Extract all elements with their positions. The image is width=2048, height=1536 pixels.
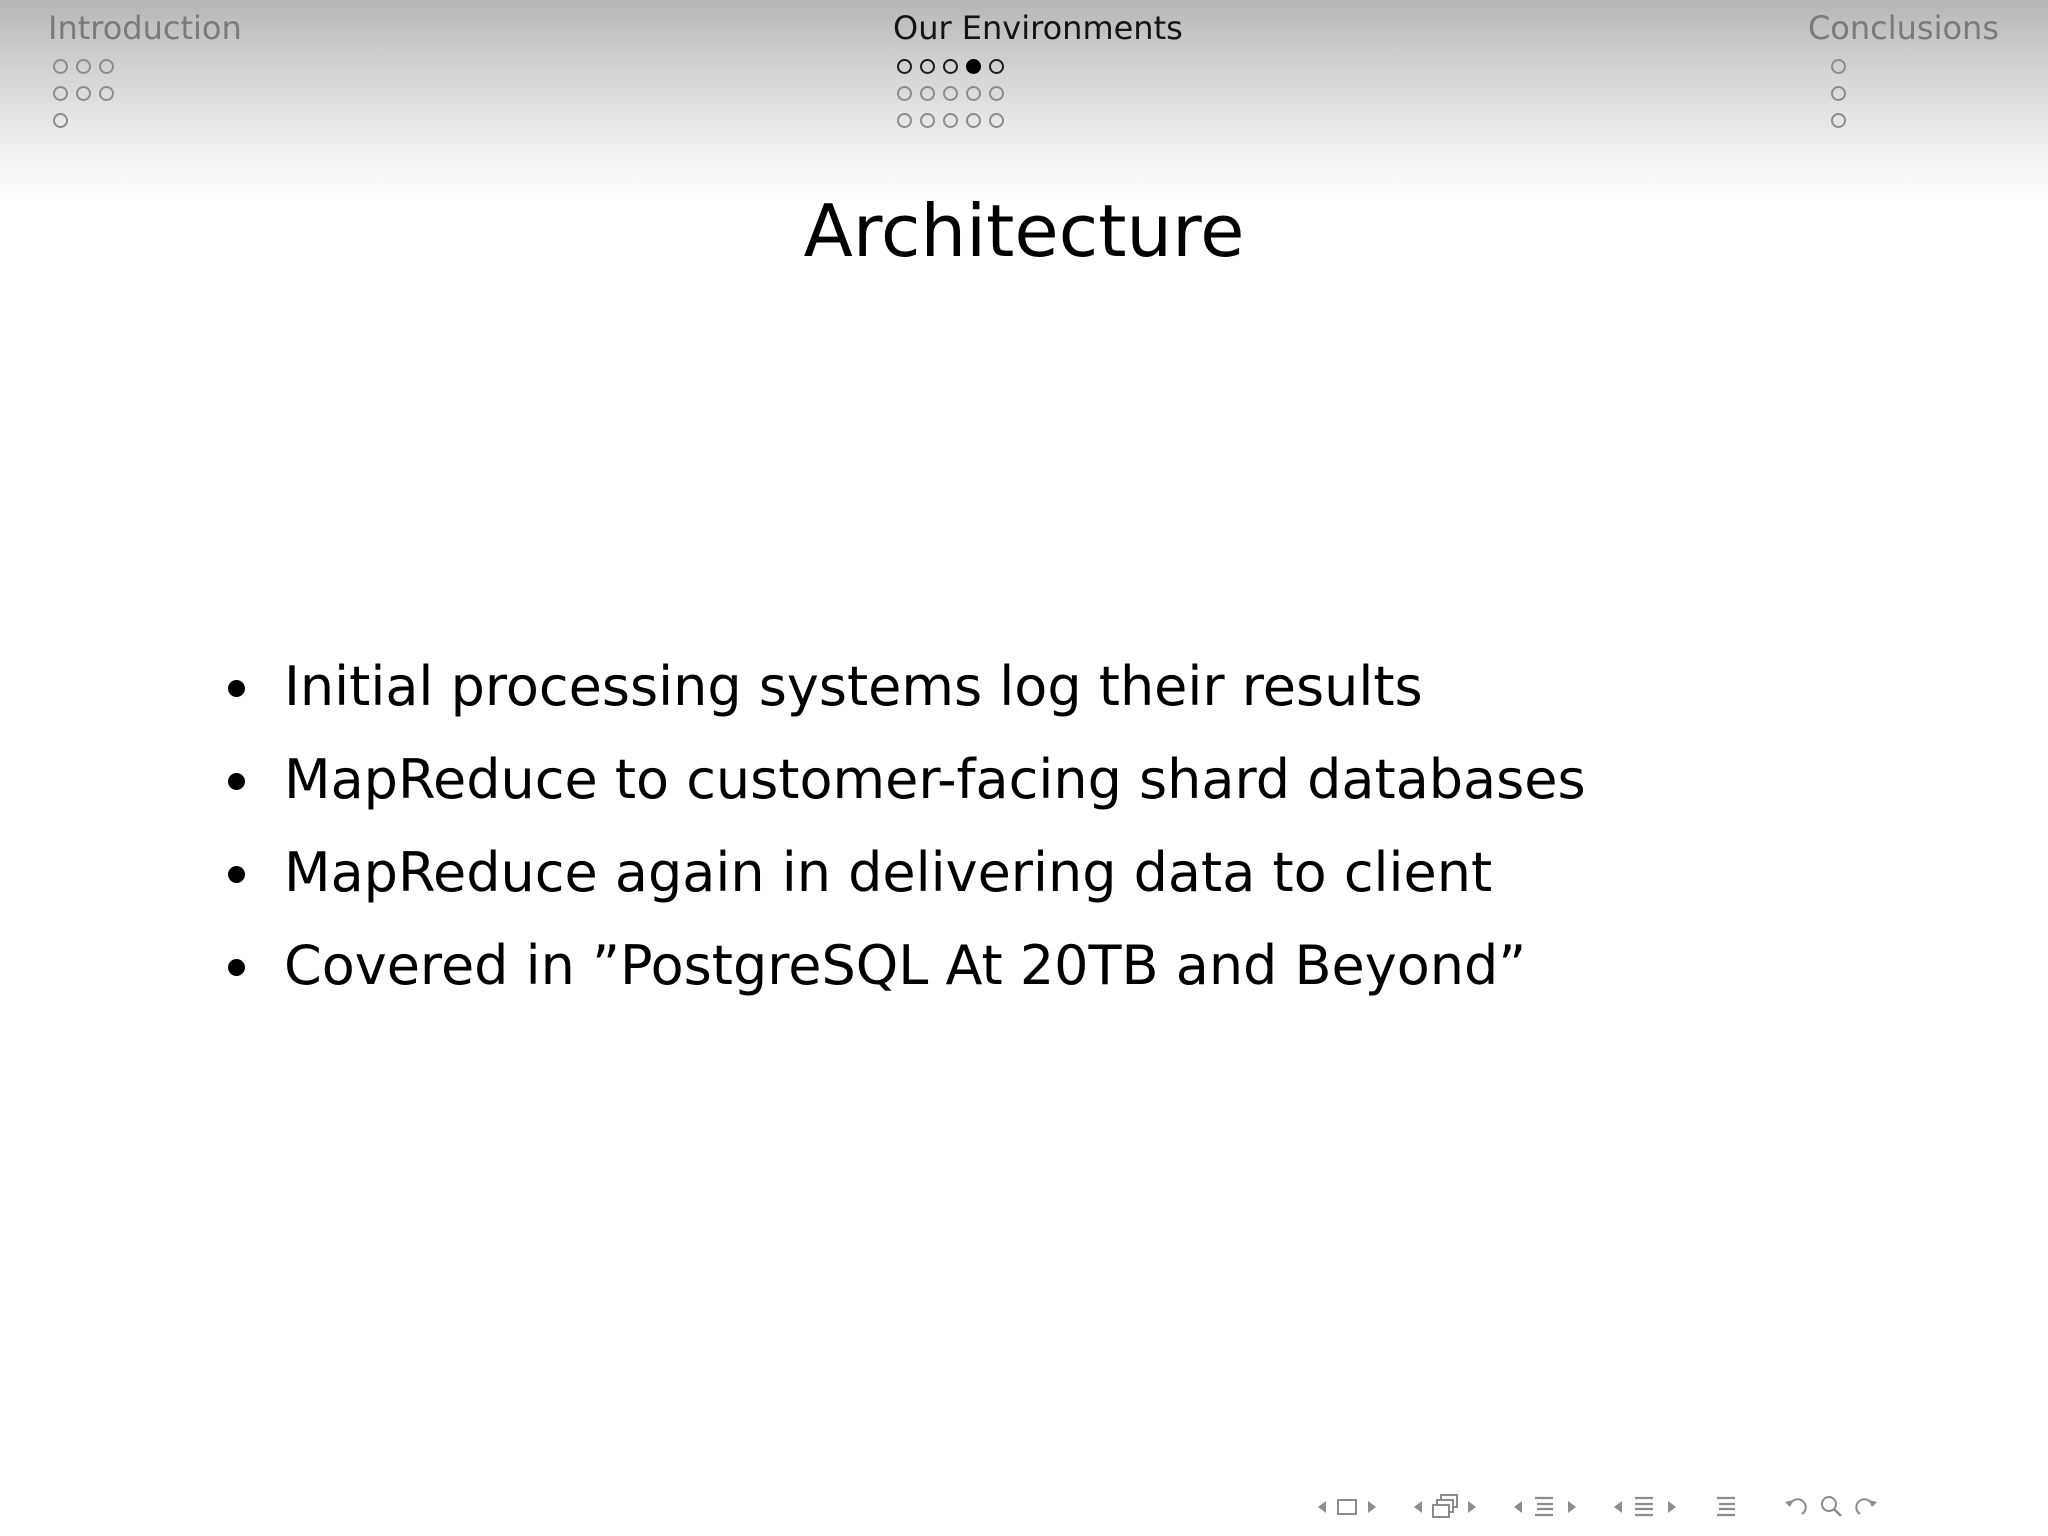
current-frame-dot[interactable] — [966, 59, 981, 74]
section-conclusions-frames-row — [1831, 59, 1854, 79]
previous-section-icon[interactable] — [1610, 1497, 1628, 1517]
previous-frame-icon[interactable] — [1410, 1497, 1428, 1517]
frame-dot[interactable] — [1831, 86, 1846, 101]
frame-dot[interactable] — [920, 59, 935, 74]
section-introduction-frames-row — [53, 59, 122, 79]
bullet-item — [220, 919, 1586, 1012]
slide-nav-icon[interactable] — [1332, 1496, 1362, 1518]
bullet-icon — [228, 959, 245, 976]
document-navigation — [1710, 1492, 1744, 1522]
bullet-item — [220, 733, 1586, 826]
bullet-icon — [228, 773, 245, 790]
section-conclusions[interactable]: Conclusions — [1807, 9, 1999, 47]
frame-dot[interactable] — [920, 86, 935, 101]
bullet-text: MapReduce to customer-facing shard databases — [284, 748, 1586, 811]
next-subsection-icon[interactable] — [1562, 1497, 1580, 1517]
next-slide-icon[interactable] — [1362, 1497, 1380, 1517]
frame-dot[interactable] — [966, 86, 981, 101]
frame-dot[interactable] — [76, 86, 91, 101]
frame-dot[interactable] — [989, 113, 1004, 128]
section-introduction[interactable]: Introduction — [48, 9, 242, 47]
subsection-nav-icon[interactable] — [1528, 1492, 1562, 1522]
section-conclusions-frames-row — [1831, 113, 1854, 133]
previous-subsection-icon[interactable] — [1510, 1497, 1528, 1517]
bullet-text: Covered in ”PostgreSQL At 20TB and Beyond” — [284, 934, 1527, 997]
next-section-icon[interactable] — [1662, 1497, 1680, 1517]
bullet-item — [220, 640, 1586, 733]
next-frame-icon[interactable] — [1462, 1497, 1480, 1517]
frame-dot[interactable] — [99, 59, 114, 74]
frame-dot[interactable] — [989, 59, 1004, 74]
frame-dot[interactable] — [99, 86, 114, 101]
frame-dot[interactable] — [53, 113, 68, 128]
section-our-environments[interactable]: Our Environments — [893, 9, 1183, 47]
section-our-environments-frames-row — [897, 113, 1012, 133]
search-navigation — [1774, 1493, 1888, 1521]
search-icon[interactable] — [1818, 1493, 1844, 1521]
bullet-list — [220, 640, 1586, 1012]
frame-navigation — [1410, 1492, 1480, 1522]
forward-icon[interactable] — [1852, 1493, 1880, 1521]
frame-dot[interactable] — [943, 59, 958, 74]
headline-navigation — [0, 0, 2048, 200]
frame-dot[interactable] — [897, 59, 912, 74]
document-nav-icon[interactable] — [1710, 1492, 1744, 1522]
section-introduction-frames-row — [53, 113, 76, 133]
previous-slide-icon[interactable] — [1314, 1497, 1332, 1517]
frame-dot[interactable] — [76, 59, 91, 74]
slide-title: Architecture — [803, 189, 1245, 273]
bullet-text: MapReduce again in delivering data to client — [284, 841, 1493, 904]
frame-dot[interactable] — [53, 59, 68, 74]
frame-nav-icon[interactable] — [1428, 1492, 1462, 1522]
frame-dot[interactable] — [943, 86, 958, 101]
frame-dot[interactable] — [897, 113, 912, 128]
frame-dot[interactable] — [920, 113, 935, 128]
bullet-item — [220, 826, 1586, 919]
subsection-navigation — [1510, 1492, 1580, 1522]
frame-dot[interactable] — [1831, 59, 1846, 74]
navigation-bar — [1314, 1490, 1888, 1524]
frame-dot[interactable] — [53, 86, 68, 101]
slide-navigation — [1314, 1496, 1380, 1518]
section-our-environments-frames-row — [897, 59, 1012, 79]
section-nav-icon[interactable] — [1628, 1492, 1662, 1522]
bullet-icon — [228, 866, 245, 883]
back-icon[interactable] — [1782, 1493, 1810, 1521]
section-conclusions-frames-row — [1831, 86, 1854, 106]
section-our-environments-frames-row — [897, 86, 1012, 106]
section-introduction-frames-row — [53, 86, 122, 106]
bullet-text: Initial processing systems log their results — [284, 655, 1423, 718]
frame-dot[interactable] — [897, 86, 912, 101]
section-navigation — [1610, 1492, 1680, 1522]
frame-dot[interactable] — [966, 113, 981, 128]
frame-dot[interactable] — [989, 86, 1004, 101]
frame-dot[interactable] — [943, 113, 958, 128]
bullet-icon — [228, 680, 245, 697]
frame-dot[interactable] — [1831, 113, 1846, 128]
